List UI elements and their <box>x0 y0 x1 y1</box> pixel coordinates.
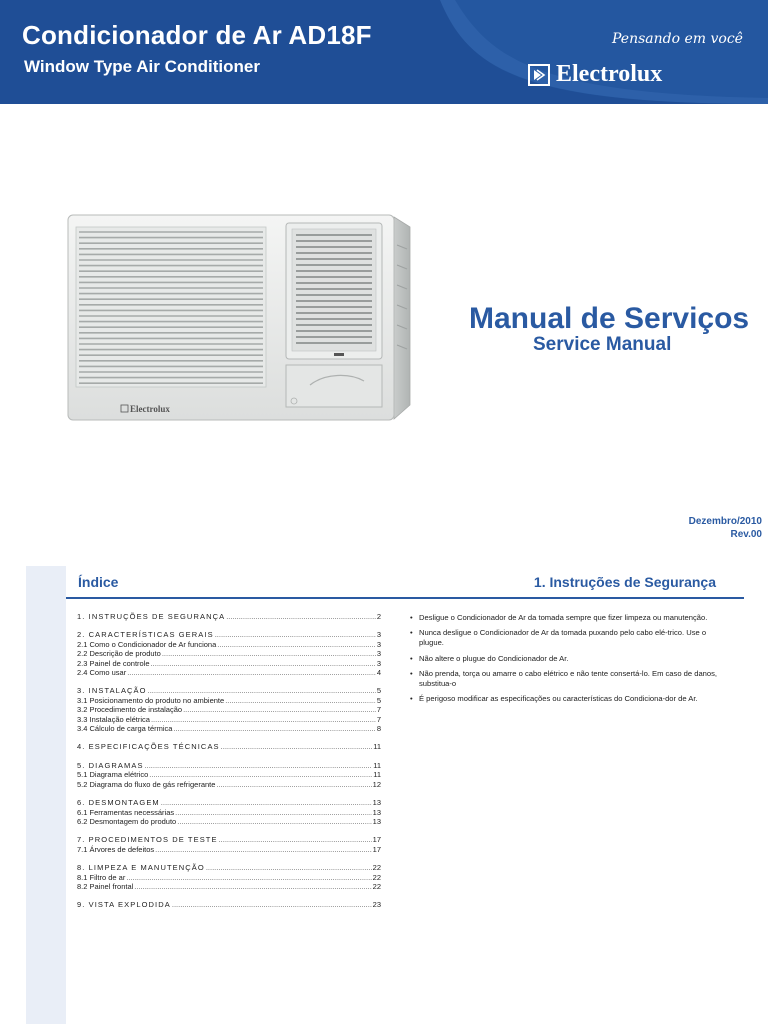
toc-leader-dots <box>219 835 372 844</box>
brand-tagline: Pensando em você <box>612 31 743 47</box>
document-title: Condicionador de Ar AD18F <box>22 20 372 50</box>
toc-group <box>77 900 381 909</box>
safety-bullet: • É perigoso modificar as especificações ou características do Condiciona-dor de Ar. <box>410 694 722 704</box>
toc-leader-dots <box>221 742 373 751</box>
brand-logo <box>528 61 662 88</box>
toc-entry-label: 7.1 Árvores de defeitos <box>77 844 155 854</box>
toc-leader-dots <box>134 882 371 891</box>
toc-section-entry[interactable] <box>77 882 381 891</box>
toc-leader-dots <box>226 612 376 621</box>
toc-leader-dots <box>126 873 371 882</box>
toc-section-entry[interactable] <box>77 668 381 677</box>
toc-leader-dots <box>216 780 371 789</box>
safety-bullet: • Não altere o plugue do Condicionador de Ar. <box>410 654 722 664</box>
brand-name: Electrolux <box>556 61 663 87</box>
toc-section-entry[interactable] <box>77 770 381 779</box>
toc-group <box>77 863 381 891</box>
toc-leader-dots <box>183 705 376 714</box>
toc-group <box>77 612 381 621</box>
toc-chapter-entry[interactable] <box>77 612 381 621</box>
toc-page-number: 3 <box>376 649 381 659</box>
toc-entry-label: 5. DIAGRAMAS <box>77 760 144 770</box>
toc-entry-label: 3.1 Posicionamento do produto no ambiente <box>77 695 225 705</box>
toc-page-number: 22 <box>372 881 381 891</box>
toc-entry-label: 7. PROCEDIMENTOS DE TESTE <box>77 835 218 845</box>
toc-page-number: 13 <box>372 807 381 817</box>
toc-group <box>77 630 381 677</box>
toc-section-entry[interactable] <box>77 659 381 668</box>
toc-leader-dots <box>161 798 372 807</box>
toc-group <box>77 835 381 854</box>
toc-entry-label: 5.2 Diagrama do fluxo de gás refrigerante <box>77 779 216 789</box>
toc-chapter-entry[interactable] <box>77 761 381 770</box>
toc-page-number: 7 <box>376 714 381 724</box>
toc-page-number: 7 <box>376 705 381 715</box>
manual-title: Manual de Serviços <box>469 302 750 335</box>
toc-section-entry[interactable] <box>77 696 381 705</box>
toc-page-number: 22 <box>372 863 381 873</box>
heading-divider <box>66 597 744 599</box>
toc-leader-dots <box>217 640 376 649</box>
toc-entry-label: 2.4 Como usar <box>77 668 127 678</box>
toc-chapter-entry[interactable] <box>77 835 381 844</box>
safety-instructions-list <box>410 613 722 709</box>
toc-leader-dots <box>206 863 372 872</box>
toc-chapter-entry[interactable] <box>77 900 381 909</box>
toc-leader-dots <box>148 686 376 695</box>
toc-page-number: 8 <box>376 724 381 734</box>
toc-chapter-entry[interactable] <box>77 742 381 751</box>
safety-bullet: • Não prenda, torça ou amarre o cabo elétrico e não tente consertá-lo. Em caso de danos, substitua-o <box>410 669 722 689</box>
toc-section-entry[interactable] <box>77 724 381 733</box>
product-brand-label: Electrolux <box>130 404 170 414</box>
toc-page-number: 11 <box>373 760 381 770</box>
toc-chapter-entry[interactable] <box>77 630 381 639</box>
toc-page-number: 4 <box>376 668 381 678</box>
left-margin-strip <box>26 566 66 1024</box>
toc-leader-dots <box>127 668 376 677</box>
toc-group <box>77 761 381 789</box>
toc-section-entry[interactable] <box>77 715 381 724</box>
revision-number: Rev.00 <box>730 529 762 540</box>
toc-leader-dots <box>172 900 372 909</box>
toc-group <box>77 742 381 751</box>
toc-section-entry[interactable] <box>77 817 381 826</box>
safety-bullet: • Nunca desligue o Condicionador de Ar da tomada puxando pelo cabo elé-trico. Use o plugue. <box>410 628 722 648</box>
safety-heading: 1. Instruções de Segurança <box>533 574 716 590</box>
toc-section-entry[interactable] <box>77 780 381 789</box>
toc-entry-label: 4. ESPECIFICAÇÕES TÉCNICAS <box>77 742 220 752</box>
toc-chapter-entry[interactable] <box>77 798 381 807</box>
toc-leader-dots <box>173 724 375 733</box>
toc-entry-label: 1. INSTRUÇÕES DE SEGURANÇA <box>77 612 226 621</box>
toc-entry-label: 8.2 Painel frontal <box>77 881 134 891</box>
safety-bullet: • Desligue o Condicionador de Ar da tomada sempre que fizer limpeza ou manutenção. <box>410 613 722 623</box>
toc-entry-label: 2.2 Descrição de produto <box>77 649 161 659</box>
toc-page-number: 3 <box>376 658 381 668</box>
header-band <box>0 0 768 104</box>
table-of-contents <box>77 612 381 919</box>
toc-page-number: 2 <box>376 612 381 621</box>
toc-leader-dots <box>145 761 373 770</box>
manual-subtitle: Service Manual <box>533 334 672 355</box>
toc-entry-label: 2.1 Como o Condicionador de Ar funciona <box>77 639 217 649</box>
toc-page-number: 22 <box>372 872 381 882</box>
toc-page-number: 12 <box>372 779 381 789</box>
electrolux-logo-icon <box>528 64 550 86</box>
toc-leader-dots <box>215 630 376 639</box>
air-conditioner-image <box>60 205 420 430</box>
toc-entry-label: 6. DESMONTAGEM <box>77 798 160 808</box>
toc-leader-dots <box>162 649 376 658</box>
toc-section-entry[interactable] <box>77 649 381 658</box>
toc-page-number: 13 <box>372 798 381 808</box>
toc-leader-dots <box>177 817 371 826</box>
toc-page-number: 11 <box>373 770 381 780</box>
toc-entry-label: 3.4 Cálculo de carga térmica <box>77 724 173 734</box>
toc-group <box>77 686 381 733</box>
toc-leader-dots <box>151 715 376 724</box>
toc-page-number: 5 <box>376 695 381 705</box>
toc-section-entry[interactable] <box>77 873 381 882</box>
index-heading: Índice <box>78 574 119 590</box>
toc-entry-label: 2.3 Painel de controle <box>77 658 150 668</box>
toc-page-number: 13 <box>372 816 381 826</box>
toc-chapter-entry[interactable] <box>77 863 381 872</box>
toc-entry-label: 8. LIMPEZA E MANUTENÇÃO <box>77 863 205 873</box>
toc-page-number: 5 <box>376 686 381 696</box>
toc-chapter-entry[interactable] <box>77 686 381 695</box>
toc-leader-dots <box>149 770 372 779</box>
toc-section-entry[interactable] <box>77 808 381 817</box>
toc-entry-label: 3. INSTALAÇÃO <box>77 686 147 696</box>
toc-page-number: 11 <box>373 742 381 752</box>
toc-entry-label: 9. VISTA EXPLODIDA <box>77 900 171 910</box>
toc-group <box>77 798 381 826</box>
toc-page-number: 17 <box>372 835 381 845</box>
toc-entry-label: 3.2 Procedimento de instalação <box>77 705 183 715</box>
toc-leader-dots <box>151 659 376 668</box>
toc-section-entry[interactable] <box>77 845 381 854</box>
document-subtitle: Window Type Air Conditioner <box>24 57 260 76</box>
toc-page-number: 23 <box>372 900 381 910</box>
toc-page-number: 3 <box>376 639 381 649</box>
toc-leader-dots <box>155 845 372 854</box>
toc-entry-label: 2. CARACTERÍSTICAS GERAIS <box>77 630 214 640</box>
toc-entry-label: 6.2 Desmontagem do produto <box>77 816 177 826</box>
toc-page-number: 17 <box>372 844 381 854</box>
toc-page-number: 3 <box>376 630 381 640</box>
toc-entry-label: 8.1 Filtro de ar <box>77 872 126 882</box>
toc-leader-dots <box>225 696 376 705</box>
publication-date: Dezembro/2010 <box>688 516 762 527</box>
toc-entry-label: 6.1 Ferramentas necessárias <box>77 807 175 817</box>
toc-entry-label: 5.1 Diagrama elétrico <box>77 770 149 780</box>
toc-section-entry[interactable] <box>77 640 381 649</box>
toc-entry-label: 3.3 Instalação elétrica <box>77 714 150 724</box>
toc-section-entry[interactable] <box>77 705 381 714</box>
header-background <box>0 0 768 104</box>
toc-leader-dots <box>175 808 372 817</box>
